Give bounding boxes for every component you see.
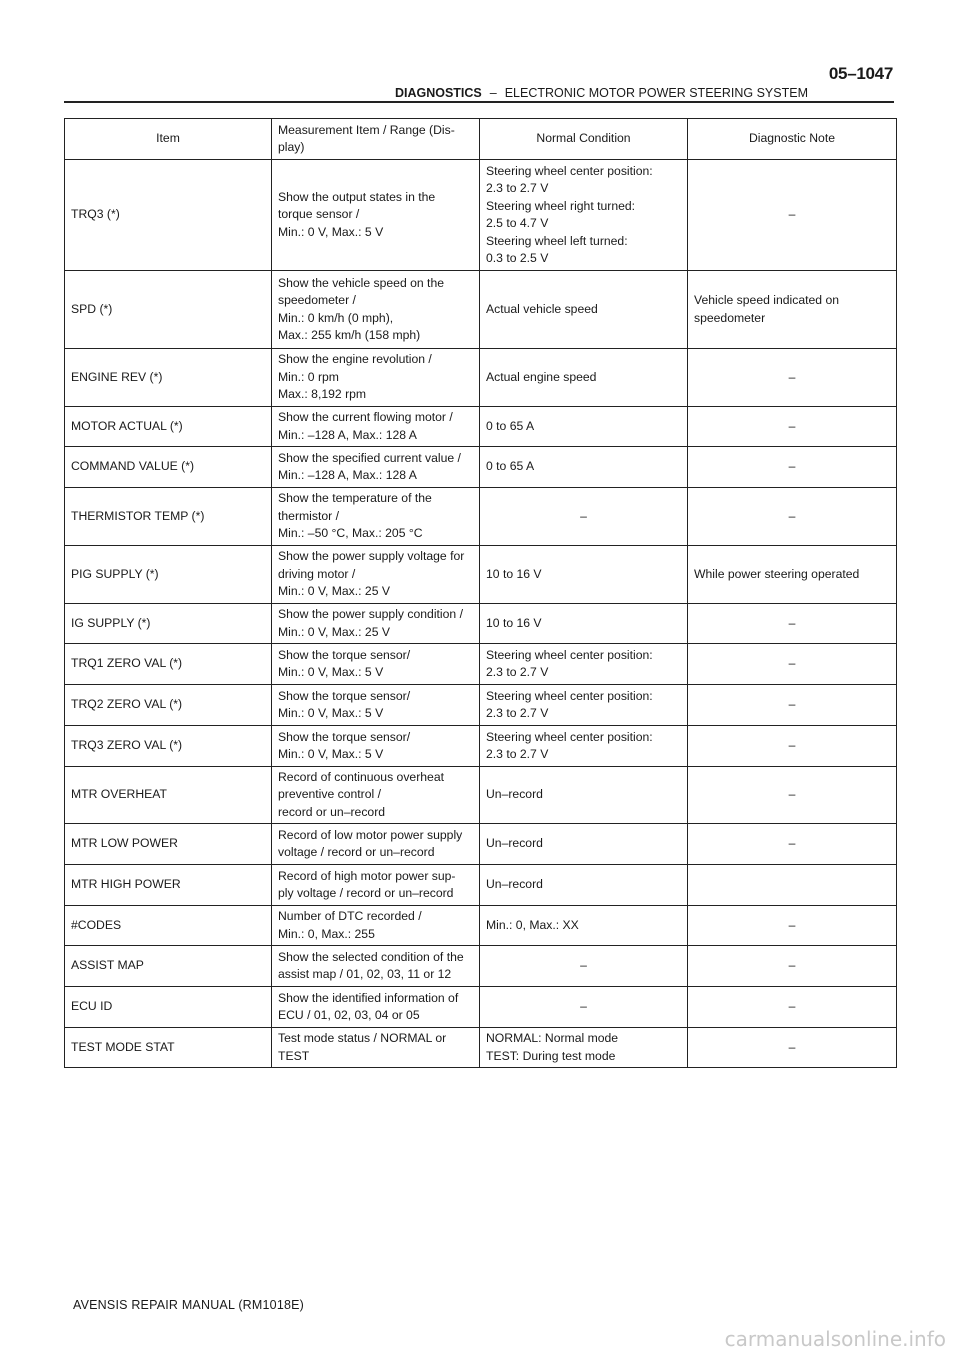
table-cell: While power steering operated bbox=[688, 546, 897, 604]
table-cell: Number of DTC recorded / Min.: 0, Max.: 255 bbox=[272, 906, 480, 946]
table-cell: THERMISTOR TEMP (*) bbox=[65, 488, 272, 546]
table-cell: Show the selected condition of the assist map / 01, 02, 03, 11 or 12 bbox=[272, 946, 480, 987]
column-header: Normal Condition bbox=[480, 119, 688, 160]
table-row bbox=[65, 987, 897, 1028]
table-cell: – bbox=[688, 685, 897, 726]
table-cell: Show the torque sensor/ Min.: 0 V, Max.: 5 V bbox=[272, 685, 480, 726]
table-cell: – bbox=[480, 488, 688, 546]
header-separator: – bbox=[489, 86, 497, 100]
table-cell: – bbox=[688, 824, 897, 865]
table-cell: IG SUPPLY (*) bbox=[65, 604, 272, 644]
table-cell: Show the output states in the torque sensor / Min.: 0 V, Max.: 5 V bbox=[272, 160, 480, 271]
table-cell: – bbox=[688, 946, 897, 987]
table-row bbox=[65, 685, 897, 726]
table-cell: – bbox=[688, 407, 897, 447]
table-row bbox=[65, 604, 897, 644]
table-cell: – bbox=[480, 946, 688, 987]
header-section: DIAGNOSTICS bbox=[394, 86, 482, 100]
table-cell: Show the power supply condition / Min.: 0 V, Max.: 25 V bbox=[272, 604, 480, 644]
table-cell: Un–record bbox=[480, 865, 688, 906]
table-cell: – bbox=[688, 726, 897, 767]
table-cell: Steering wheel center position: 2.3 to 2.7 V bbox=[480, 685, 688, 726]
table-row bbox=[65, 407, 897, 447]
table-cell: ASSIST MAP bbox=[65, 946, 272, 987]
page-number: 05–1047 bbox=[828, 64, 893, 83]
table-row bbox=[65, 726, 897, 767]
table-cell: 10 to 16 V bbox=[480, 546, 688, 604]
table-row bbox=[65, 1028, 897, 1068]
table-cell: MTR LOW POWER bbox=[65, 824, 272, 865]
table-body bbox=[65, 160, 897, 1068]
table-cell: TRQ2 ZERO VAL (*) bbox=[65, 685, 272, 726]
table-cell: Test mode status / NORMAL or TEST bbox=[272, 1028, 480, 1068]
table-cell: Steering wheel center position: 2.3 to 2.7 V bbox=[480, 726, 688, 767]
table-row bbox=[65, 865, 897, 906]
table-cell: Record of high motor power sup- ply voltage / record or un–record bbox=[272, 865, 480, 906]
data-list-table bbox=[64, 118, 897, 1068]
table-cell: TEST MODE STAT bbox=[65, 1028, 272, 1068]
table-cell: 10 to 16 V bbox=[480, 604, 688, 644]
table-cell: – bbox=[688, 160, 897, 271]
table-row bbox=[65, 946, 897, 987]
table-cell: – bbox=[688, 906, 897, 946]
table-row bbox=[65, 160, 897, 271]
table-row bbox=[65, 349, 897, 407]
table-cell: Actual vehicle speed bbox=[480, 271, 688, 349]
running-header bbox=[64, 86, 894, 103]
table-cell: Un–record bbox=[480, 767, 688, 824]
table-cell: Show the specified current value / Min.: –128 A, Max.: 128 A bbox=[272, 447, 480, 488]
table-cell: 0 to 65 A bbox=[480, 407, 688, 447]
table-row bbox=[65, 447, 897, 488]
table-cell: – bbox=[688, 349, 897, 407]
table-cell: – bbox=[688, 488, 897, 546]
table-cell: – bbox=[688, 644, 897, 685]
table-cell: – bbox=[688, 447, 897, 488]
table-cell: – bbox=[688, 604, 897, 644]
table-cell: Record of continuous overheat preventive control / record or un–record bbox=[272, 767, 480, 824]
table-row bbox=[65, 488, 897, 546]
table-cell: MOTOR ACTUAL (*) bbox=[65, 407, 272, 447]
table-row bbox=[65, 767, 897, 824]
table-cell: Show the vehicle speed on the speedometer / Min.: 0 km/h (0 mph), Max.: 255 km/h (158 mph) bbox=[272, 271, 480, 349]
table-cell: MTR HIGH POWER bbox=[65, 865, 272, 906]
table-cell: Show the torque sensor/ Min.: 0 V, Max.: 5 V bbox=[272, 644, 480, 685]
table-cell: COMMAND VALUE (*) bbox=[65, 447, 272, 488]
column-header: Item bbox=[65, 119, 272, 160]
table-header bbox=[65, 119, 897, 160]
table-cell: Steering wheel center position: 2.3 to 2.7 V Steering wheel right turned: 2.5 to 4.7 V Steering wheel left turned: 0.3 to 2.5 V bbox=[480, 160, 688, 271]
table-cell: Min.: 0, Max.: XX bbox=[480, 906, 688, 946]
table-row bbox=[65, 546, 897, 604]
table-cell: Record of low motor power supply voltage / record or un–record bbox=[272, 824, 480, 865]
table-cell: Show the power supply voltage for driving motor / Min.: 0 V, Max.: 25 V bbox=[272, 546, 480, 604]
table-cell: Show the engine revolution / Min.: 0 rpm Max.: 8,192 rpm bbox=[272, 349, 480, 407]
table-cell: ENGINE REV (*) bbox=[65, 349, 272, 407]
table-header-row bbox=[65, 119, 897, 160]
table-cell: – bbox=[480, 987, 688, 1028]
table-row bbox=[65, 824, 897, 865]
table-cell: – bbox=[688, 987, 897, 1028]
header-title: ELECTRONIC MOTOR POWER STEERING SYSTEM bbox=[504, 86, 808, 100]
table-cell: SPD (*) bbox=[65, 271, 272, 349]
table-cell: TRQ3 (*) bbox=[65, 160, 272, 271]
table-cell: – bbox=[688, 1028, 897, 1068]
table-cell: Show the temperature of the thermistor / Min.: –50 °C, Max.: 205 °C bbox=[272, 488, 480, 546]
table-cell: TRQ1 ZERO VAL (*) bbox=[65, 644, 272, 685]
table-cell: MTR OVERHEAT bbox=[65, 767, 272, 824]
column-header: Measurement Item / Range (Dis- play) bbox=[272, 119, 480, 160]
table-row bbox=[65, 906, 897, 946]
table-row bbox=[65, 271, 897, 349]
table-cell: Show the torque sensor/ Min.: 0 V, Max.: 5 V bbox=[272, 726, 480, 767]
table-cell: 0 to 65 A bbox=[480, 447, 688, 488]
column-header: Diagnostic Note bbox=[688, 119, 897, 160]
table-cell: Show the identified information of ECU / 01, 02, 03, 04 or 05 bbox=[272, 987, 480, 1028]
table-cell: PIG SUPPLY (*) bbox=[65, 546, 272, 604]
table-cell: TRQ3 ZERO VAL (*) bbox=[65, 726, 272, 767]
table-cell bbox=[688, 865, 897, 906]
table-row bbox=[65, 644, 897, 685]
watermark: carmanualsonline.info bbox=[724, 1327, 946, 1351]
table-cell: Vehicle speed indicated on speedometer bbox=[688, 271, 897, 349]
running-header-text bbox=[395, 86, 808, 100]
table-cell: Show the current flowing motor / Min.: –128 A, Max.: 128 A bbox=[272, 407, 480, 447]
table-cell: Un–record bbox=[480, 824, 688, 865]
table-cell: Actual engine speed bbox=[480, 349, 688, 407]
table-cell: NORMAL: Normal mode TEST: During test mode bbox=[480, 1028, 688, 1068]
footer-manual-title: AVENSIS REPAIR MANUAL (RM1018E) bbox=[73, 1298, 305, 1312]
table-cell: – bbox=[688, 767, 897, 824]
table-cell: Steering wheel center position: 2.3 to 2.7 V bbox=[480, 644, 688, 685]
table-cell: #CODES bbox=[65, 906, 272, 946]
table-cell: ECU ID bbox=[65, 987, 272, 1028]
